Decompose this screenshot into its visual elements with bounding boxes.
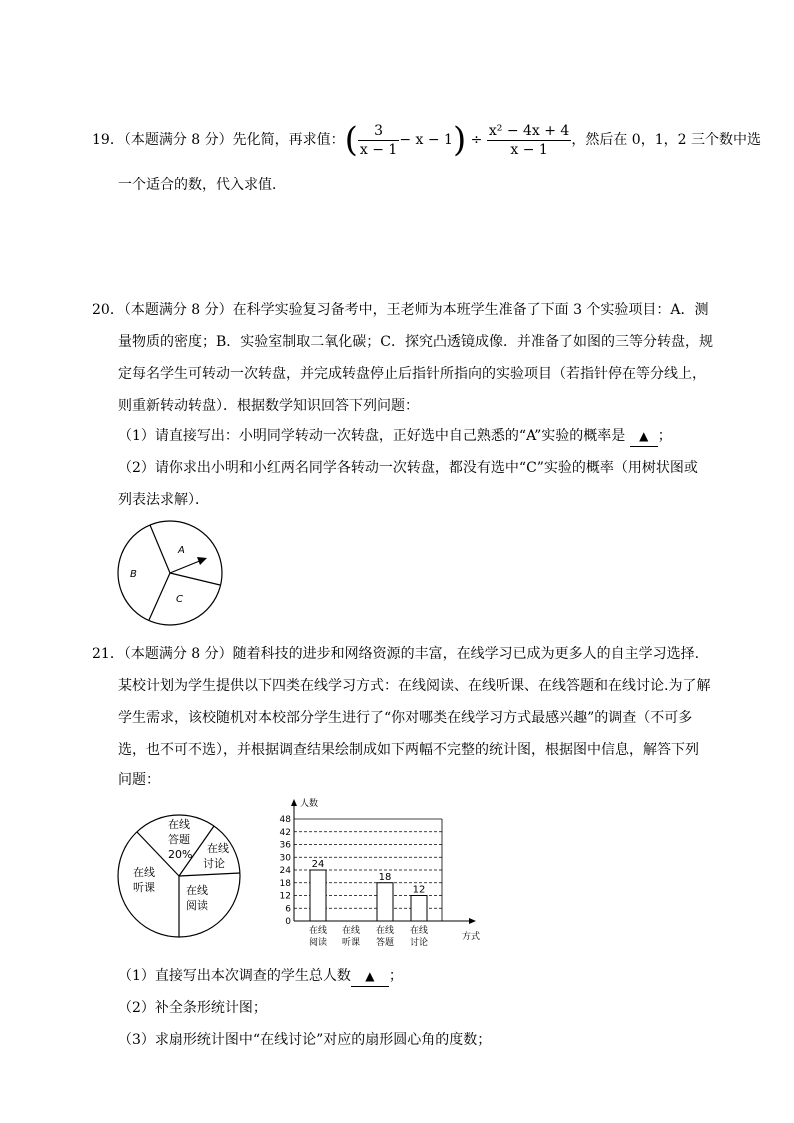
pie-label-read-l1: 在线 [186,884,208,897]
bar-y-tick-label: 42 [279,827,291,838]
bar-x-axis-arrow [469,918,476,924]
q20-sub1: （1）请直接写出：小明同学转动一次转盘，正好选中自己熟悉的“A”实验的概率是 ▲ ； [118,426,672,447]
q20-line2: 量物质的密度；B．实验室制取二氧化碳；C．探究凸透镜成像．并准备了如图的三等分转盘，规 [118,334,713,350]
bar-y-label: 人数 [300,799,319,809]
pie-label-discuss-l1: 在线 [207,842,229,855]
q21-sub3: （3）求扇形统计图中“在线讨论”对应的扇形圆心角的度数； [118,1032,492,1048]
q20-sub2-line1: （2）请你求出小明和小红两名同学各转动一次转盘，都没有选中“C”实验的概率（用树状图或 [118,460,698,476]
bar-category-label: 在线 [341,926,361,936]
spinner-divider-bottom [149,573,170,620]
pie-label-answer-pct: 20% [168,848,193,861]
q20-sub1-answer-blank[interactable]: ▲ [630,426,658,447]
q20-line1: 20．（本题满分 8 分）在科学实验复习备考中，王老师为本班学生准备了下面 3 个实验项目：A．测 [92,302,709,318]
pie-divider-3 [179,873,240,876]
bar-y-axis-arrow [291,799,297,806]
q21-line2: 某校计划为学生提供以下四类在线学习方式：在线阅读、在线听课、在线答题和在线讨论.为了解 [118,678,711,694]
q21-sub2: （2）补全条形统计图； [118,1000,267,1016]
spinner-label-b: B [130,569,137,580]
q21-sub1: （1）直接写出本次调查的学生总人数 ▲ ； [118,966,403,987]
bar-category-label-line2: 讨论 [409,938,429,948]
bar-category-label-line2: 答题 [375,938,395,948]
spinner-label-c: C [176,594,183,605]
q21-pie-chart [115,812,245,940]
spinner-label-a: A [178,545,185,556]
pie-label-answer-l2: 答题 [168,833,190,846]
bar-0 [310,870,326,921]
q19-fraction-2: $\frac{\text{x² − 4x + 4}}{x - 1}$ [488,122,570,158]
pie-label-listen-l2: 听课 [133,881,155,894]
spinner-pointer-head [197,557,207,565]
q19-suffix: ，然后在 0，1，2 三个数中选 [571,132,761,148]
bar-category-label-line2: 阅读 [308,938,328,948]
q21-line5: 问题： [118,772,160,788]
spinner-divider-top [150,525,170,573]
bar-value-label: 24 [311,859,325,870]
q19-prefix: 19．（本题满分 8 分）先化简，再求值： [92,132,345,148]
bar-x-label: 方式 [462,932,481,942]
bar-3 [411,896,427,922]
q20-sub2-line2: 列表法求解）． [118,492,209,508]
bar-y-tick-label: 0 [285,917,291,927]
q21-line3: 学生需求，该校随机对本校部分学生进行了“你对哪类在线学习方式最感兴趣”的调查（不可多 [118,710,693,726]
bar-category-label: 在线 [409,926,429,936]
bar-category-label: 在线 [308,926,328,936]
q19-fraction-1: $\frac{3}{x - 1}$ [359,122,398,158]
q21-line1: 21．（本题满分 8 分）随着科技的进步和网络资源的丰富，在线学习已成为更多人的自主学习选择. [92,646,700,662]
q21-sub1-answer-blank[interactable]: ▲ [351,966,389,987]
pie-label-read-l2: 阅读 [186,899,208,912]
bar-y-tick-label: 36 [279,840,291,851]
pie-label-answer-l1: 在线 [168,818,190,831]
bar-value-label: 18 [378,871,392,883]
bar-y-tick-label: 48 [279,815,291,825]
bar-2 [377,883,393,921]
q19-divide: ÷ [470,132,483,148]
bar-y-tick-label: 12 [279,891,291,902]
pie-label-discuss-l2: 讨论 [203,857,225,870]
bar-y-tick-label: 24 [279,866,291,876]
q19-line2: 一个适合的数，代入求值． [118,177,286,193]
spinner-divider-right [170,573,220,585]
q21-bar-chart [272,796,492,954]
bar-category-label: 在线 [375,926,395,936]
pie-label-listen-l1: 在线 [133,866,155,879]
q20-line4: 则重新转动转盘）．根据数学知识回答下列问题： [118,398,419,414]
bar-y-tick-label: 6 [285,904,291,915]
q21-line4: 选，也不可不选），并根据调查结果绘制成如下两幅不完整的统计图，根据图中信息，解答下列 [118,742,699,758]
spinner-figure [112,518,232,626]
bar-value-label: 12 [412,884,426,896]
bar-y-tick-label: 30 [279,853,291,864]
spinner-pointer [170,560,202,573]
q20-line3: 定每名学生可转动一次转盘，并完成转盘停止后指针所指向的实验项目（若指针停在等分线上， [118,366,706,382]
bar-category-label-line2: 听课 [341,938,361,948]
q19-line1: 19．（本题满分 8 分）先化简，再求值：( $\frac{3}{x - 1}$ − x − 1) ÷ $\frac{\text{x² − 4x + 4}}{x - 1}$ ，然后在 0，1，2 三个数中选 [92,120,761,160]
q19-minus: − x − 1 [399,132,453,148]
bar-y-tick-label: 18 [279,878,291,889]
